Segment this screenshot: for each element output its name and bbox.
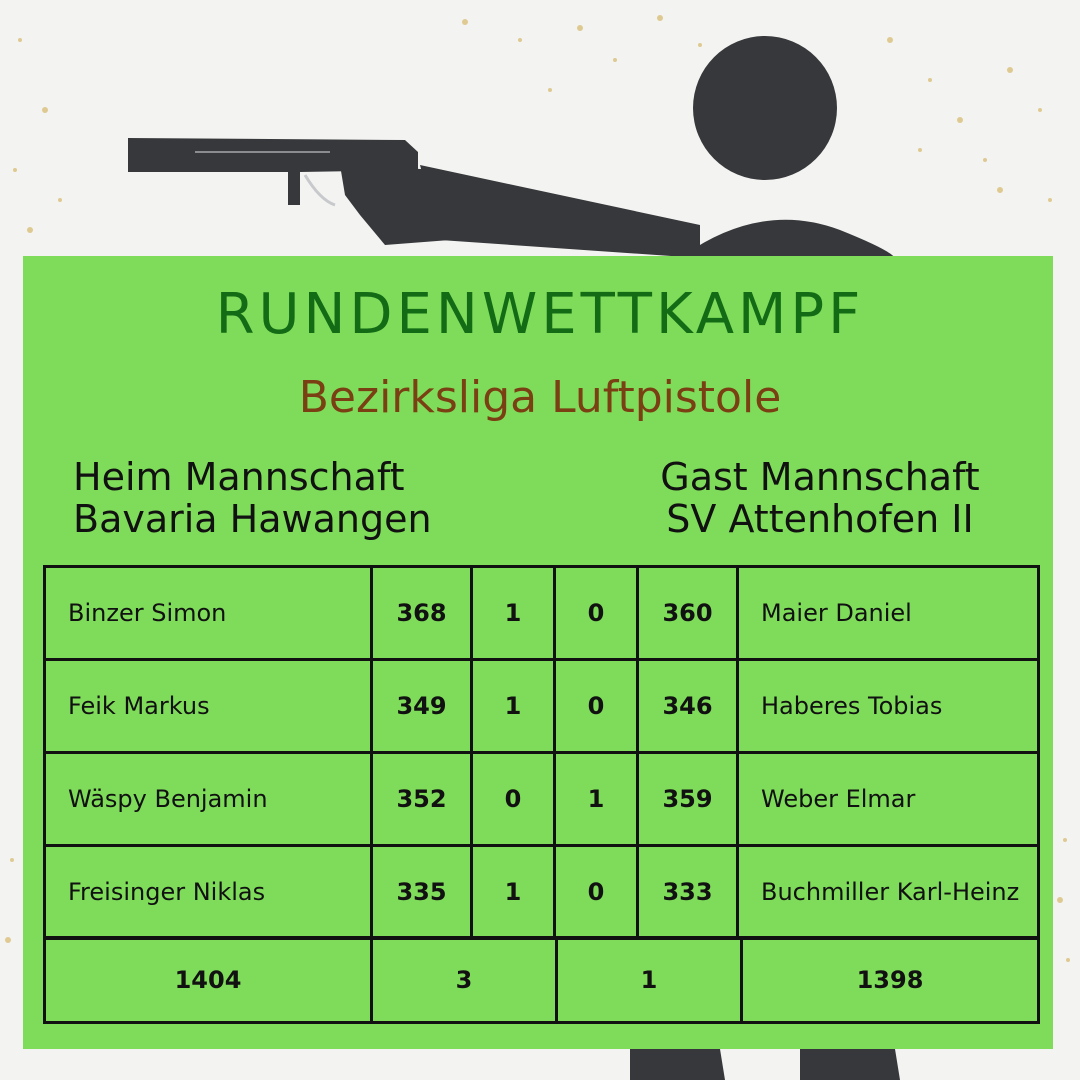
league-subtitle: Bezirksliga Luftpistole xyxy=(298,372,782,423)
home-team-label: Heim Mannschaft xyxy=(73,455,405,499)
guest-team-block xyxy=(640,456,1000,540)
guest-shooter-name: Buchmiller Karl-Heinz xyxy=(738,846,1039,939)
home-shooter-score: 349 xyxy=(372,660,472,753)
home-shooter-score: 352 xyxy=(372,753,472,846)
guest-shooter-score: 346 xyxy=(638,660,738,753)
matches-table xyxy=(43,565,1040,940)
home-total-points: 3 xyxy=(372,938,557,1023)
guest-match-point: 0 xyxy=(555,846,638,939)
totals-row xyxy=(45,938,1039,1023)
home-team-block xyxy=(73,456,432,540)
guest-match-point: 0 xyxy=(555,660,638,753)
home-team-name: Bavaria Hawangen xyxy=(73,497,432,541)
guest-total-score: 1398 xyxy=(742,938,1039,1023)
guest-shooter-score: 333 xyxy=(638,846,738,939)
home-shooter-name: Binzer Simon xyxy=(45,567,372,660)
home-total-score: 1404 xyxy=(45,938,372,1023)
guest-shooter-score: 359 xyxy=(638,753,738,846)
home-shooter-score: 335 xyxy=(372,846,472,939)
home-shooter-name: Freisinger Niklas xyxy=(45,846,372,939)
guest-shooter-name: Haberes Tobias xyxy=(738,660,1039,753)
match-row xyxy=(45,567,1039,660)
guest-team-label: Gast Mannschaft xyxy=(660,455,980,499)
match-row xyxy=(45,753,1039,846)
home-match-point: 1 xyxy=(472,846,555,939)
match-row xyxy=(45,660,1039,753)
guest-shooter-score: 360 xyxy=(638,567,738,660)
guest-team-name: SV Attenhofen II xyxy=(666,497,974,541)
totals-table xyxy=(43,936,1040,1024)
guest-shooter-name: Weber Elmar xyxy=(738,753,1039,846)
home-match-point: 0 xyxy=(472,753,555,846)
guest-match-point: 1 xyxy=(555,753,638,846)
match-row xyxy=(45,846,1039,939)
page-title: RUNDENWETTKAMPF xyxy=(215,282,865,347)
home-shooter-name: Feik Markus xyxy=(45,660,372,753)
home-match-point: 1 xyxy=(472,660,555,753)
home-match-point: 1 xyxy=(472,567,555,660)
guest-total-points: 1 xyxy=(557,938,742,1023)
guest-shooter-name: Maier Daniel xyxy=(738,567,1039,660)
home-shooter-name: Wäspy Benjamin xyxy=(45,753,372,846)
home-shooter-score: 368 xyxy=(372,567,472,660)
guest-match-point: 0 xyxy=(555,567,638,660)
